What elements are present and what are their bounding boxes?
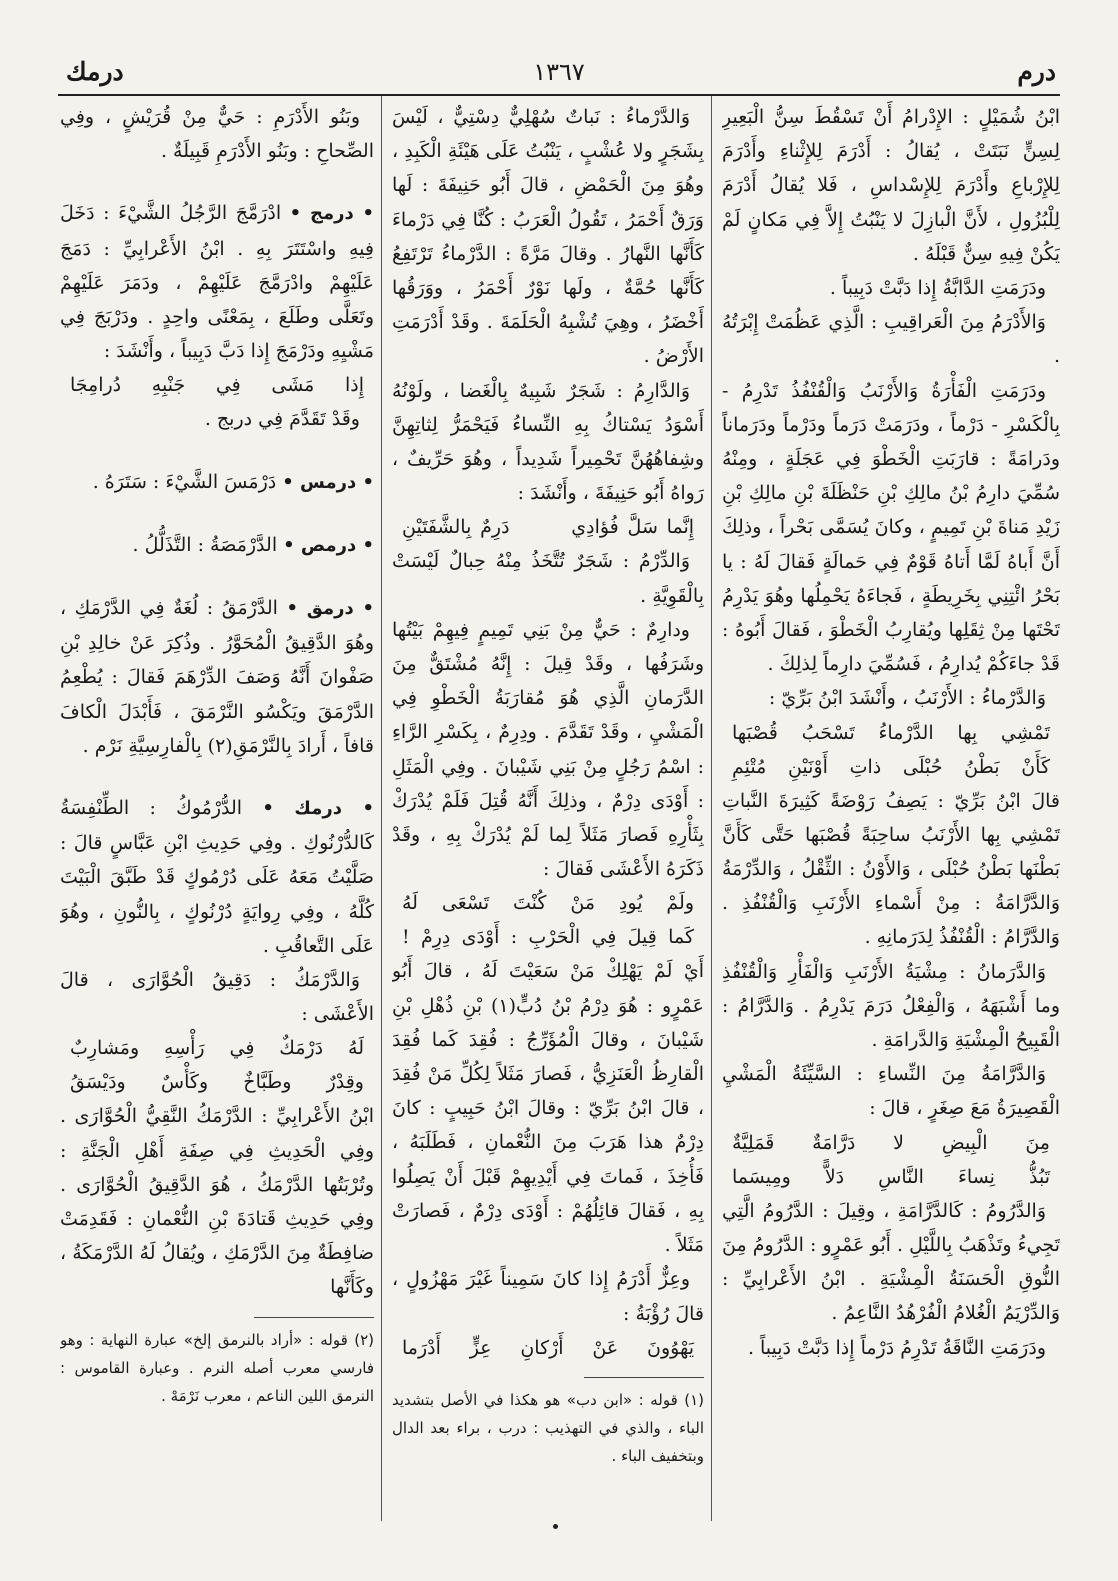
- column-right: [722, 100, 1060, 1518]
- entry: [60, 528, 374, 563]
- column-divider-left: [381, 96, 382, 1521]
- paragraph: وَالدِّرْمُ : شَجَرٌ تُتَّخَذُ مِنْهُ حِبالٌ لَيْسَتْ بِالْقَوِيَّةِ .: [392, 550, 704, 607]
- entry-text: ادْرَمَّجَ الرَّجُلُ الشَّيْءَ : دَخَلَ فِيهِ واسْتَتَرَ بِهِ . ابْنُ الأَعْرابِيِّ : دَمَجَ عَلَيْهِمْ وادْرَمَّجَ عَلَيْهِمْ ، ودَمَرَ عَلَيْهِمْ وتَعَلَّى وطَلَعَ ، بِمَعْنًى واحِدٍ . ودَرْبَجَ فِي مَشْيِهِ ودَرْمَجَ إِذا دَبَّ دَبِيباً ، وأَنْشَدَ :: [60, 202, 374, 363]
- column-left: [60, 100, 374, 1518]
- entry-text: الدَّرْمَقُ : لُغَةٌ فِي الدَّرْمَكِ ، وهُوَ الدَّقِيقُ الْمُحَوَّرُ . وذُكِرَ عَنْ خالِدِ بْنِ صَفْوانَ أَنَّهُ وَصَفَ الدِّرْهَمَ فَقالَ : يُطْعِمُ الدَّرْمَقَ ويَكْسُو النَّرْمَقَ ، فَأَبْدَلَ الْكافَ قافاً ، أَرادَ بِالنَّرْمَقِ(٢) بِالْفارِسِيَّةِ نَرْم .: [60, 597, 374, 757]
- verse-line: ولَمْ يُودِ مَنْ كُنْتَ تَسْعَى لَهُ: [402, 892, 694, 915]
- entry-headword: • درمص •: [283, 534, 374, 556]
- verse-hemistich: دَرِمٌ بِالشَّفَتَيْنِ: [402, 516, 510, 539]
- paragraph: وَالدَّارِمُ : شَجَرٌ شَبِيهٌ بِالْغَضا ، ولَوْنُهُ أَسْوَدُ يَسْتاكُ بِهِ النِّساءُ فَيَحْمَرُّ لِثاتِهِنَّ وشِفاهُهُنَّ تَحْمِيراً شَدِيداً ، وهُوَ حَرِّيفٌ ، رَواهُ أَبُو حَنِيفَةَ ، وأَنْشَدَ :: [392, 379, 704, 505]
- entry-text: الدُّرْمُوكُ : الطِّنْفِسَةُ كَالدُّرْنُوكِ . وفِي حَدِيثِ ابْنِ عَبَّاسٍ قالَ : صَلَّيْتُ مَعَهُ عَلَى دُرْمُوكٍ قَدْ طَبَّقَ الْبَيْتَ كُلَّهُ ، وفِي رِوايَةٍ دُرْنُوكٍ ، بِالنُّونِ ، وهُوَ عَلَى التَّعاقُبِ .: [60, 797, 374, 957]
- footnote: (٢) قوله : «أراد بالنرمق إلخ» عبارة النهاية : وهو فارسي معرب أصله النرم . وعبارة القاموس : النرمق اللين الناعم ، معرب نَرْمَهْ .: [60, 1330, 374, 1405]
- paragraph: ودَرَمَتِ الدَّابَّةُ إِذا دَبَّتْ دَبِيباً .: [829, 277, 1046, 300]
- verse-hemistich: إِنَّما سَلَّ فُؤادِي: [571, 516, 695, 539]
- column-middle: [392, 100, 704, 1518]
- paragraph: ابْنُ شُمَيْلٍ : الإِدْرامُ أَنْ تَسْقُطَ سِنُّ الْبَعِيرِ لِسِنٍّ نَبَتَتْ ، يُقالُ : أَدْرَمَ لِلإِثْناءِ وأَدْرَمَ لِلإِرْباعِ وأَدْرَمَ لِلإِسْداسِ ، فَلا يُقالُ أَدْرَمَ لِلْبُزُولِ ، لأَنَّ الْبازِلَ لا يَنْبُتُ إِلاَّ فِي مَكانٍ لَمْ يَكُنْ فِيهِ سِنٌّ قَبْلَهُ .: [722, 106, 1060, 265]
- page-header: [58, 52, 1060, 98]
- paragraph: وَالأَدْرَمُ مِنَ الْعَراقِيبِ : الَّذِي عَظُمَتْ إِبْرَتُهُ .: [722, 311, 1060, 368]
- entry-headword: • درمس •: [282, 471, 374, 493]
- entry-text: الدَّرْمَصَةُ : التَّذَلُّلُ .: [132, 533, 278, 556]
- entry-headword: • درمج •: [289, 203, 374, 225]
- footnote-rule: [584, 1377, 704, 1378]
- paragraph: وَالدَّرْماءُ : الأَرْنَبُ ، وأَنْشَدَ ابْنُ بَرِّيّ :: [768, 687, 1046, 710]
- paragraph: ودارِمٌ : حَيٌّ مِنْ بَنِي تَمِيمٍ فِيهِمْ بَيْتُها وشَرَفُها ، وقَدْ قِيلَ : إِنَّهُ مُشْتَقٌّ مِنَ الدَّرَمانِ الَّذِي هُوَ مُقارَبَةُ الْخَطْوِ فِي الْمَشْيِ ، وقَدْ تَقَدَّمَ . ودِرِمٌ ، بِكَسْرِ الرَّاءِ : اسْمُ رَجُلٍ مِنْ بَنِي شَيْبانَ . وفِي الْمَثَلِ : أَوْدَى دِرْمٌ ، وذلِكَ أَنَّهُ قُتِلَ فَلَمْ يُدْرَكْ بِثَأْرِهِ فَصارَ مَثَلاً لِما لَمْ يُدْرَكْ بِهِ ، وقَدْ ذَكَرَهُ الأَعْشَى فَقالَ :: [392, 618, 704, 881]
- footnote-rule: [254, 1317, 374, 1318]
- header-right-root: درم: [1017, 57, 1056, 86]
- verse-line: تَبُذُّ نِساءَ النَّاسِ دَلاًّ ومِيسَما: [732, 1165, 1050, 1188]
- verse-line: كَأَنْ بَطْنُ حُبْلَى ذاتِ أَوْنَيْنِ مُتْئِمِ: [732, 755, 1050, 778]
- paragraph: وَالدَّرَّامَةُ مِنَ النِّساءِ : السَّيِّئَةُ الْمَشْيِ الْقَصِيرَةُ مَعَ صِغَرٍ ، قالَ :: [722, 1063, 1060, 1120]
- paragraph: وقَدْ تَقَدَّمَ فِي دربج .: [204, 408, 360, 431]
- paragraph: وَالدَّرْماءُ : نَباتٌ سُهْلِيٌّ دِسْتِيٌّ ، لَيْسَ بِشَجَرٍ ولا عُشْبٍ ، يَنْبُتُ عَلَى هَيْئَةِ الْكَبِدِ ، وهُوَ مِنَ الْحَمْضِ ، قالَ أَبُو حَنِيفَةَ : لَها وَرَقٌ أَحْمَرُ ، تَقُولُ الْعَرَبُ : كُنَّا فِي دَرْماءَ كَأَنَّها النَّهارُ . وقالَ مَرَّةً : الدَّرْماءُ تَرْتَفِعُ كَأَنَّها حُمَّةٌ ، ولَها نَوْرٌ أَحْمَرُ ، ووَرَقُها أَخْضَرُ ، وهِيَ تُشْبِهُ الْحَلَمَةَ . وقَدْ أَدْرَمَتِ الأَرْضُ .: [392, 106, 704, 368]
- header-left-root: درمك: [66, 57, 124, 86]
- paragraph: وَالدَّرَمانُ : مِشْيَةُ الأَرْنَبِ وَالْفَأْرِ وَالْقُنْفُذِ وما أَشْبَهَهُ ، وَالْفِعْلُ دَرَمَ يَدْرِمُ . وَالدَّرَّامُ : الْقَبِيحُ الْمِشْيَةِ وَالدَّرامَةِ .: [722, 960, 1060, 1052]
- ink-dot: [553, 1524, 558, 1529]
- entry-text: دَرْمَسَ الشَّيْءَ : سَتَرَهُ .: [92, 470, 277, 493]
- entry: [60, 465, 374, 500]
- column-divider-right: [711, 96, 712, 1521]
- paragraph: أَيْ لَمْ يَهْلِكْ مَنْ سَعَيْتَ لَهُ ، قالَ أَبُو عَمْرٍو : هُوَ دِرْمُ بْنُ دُبٍّ(١) بْنِ ذُهْلِ بْنِ شَيْبانَ ، وقالَ الْمُؤَرِّجُ : فُقِدَ كَما فُقِدَ الْقارِظُ الْعَنَزِيُّ ، فَصارَ مَثَلاً لِكُلِّ مَنْ فُقِدَ ، قالَ ابْنُ بَرِّيّ : وقالَ ابْنُ حَبِيبٍ : كانَ دِرْمٌ هذا هَرَبَ مِنَ النُّعْمانِ ، فَطَلَبَهُ ، فَأُخِذَ ، فَماتَ فِي أَيْدِيهِمْ قَبْلَ أَنْ يَصِلُوا بِهِ ، فَقالَ قائِلُهُمْ : أَوْدَى دِرْمٌ ، فَصارَتْ مَثَلاً .: [392, 960, 704, 1257]
- verse-line: تَمْشِي بِها الدَّرْماءُ تَسْحَبُ قُصْبَها: [732, 721, 1050, 744]
- verse-line: يَهْوُونَ عَنْ أَرْكانِ عِزٍّ أَدْرَما: [402, 1336, 694, 1359]
- verse-line: كَما قِيلَ فِي الْحَرْبِ : أَوْدَى دِرِمْ !: [402, 926, 694, 949]
- footnote: (١) قوله : «ابن دب» هو هكذا في الأصل بتشديد الباء ، والذي في التهذيب : درب ، براء بعد الدال وبتخفيف الباء .: [392, 1390, 704, 1465]
- paragraph: ابْنُ الأَعْرابِيِّ : الدَّرْمَكُ النَّقِيُّ الْحُوَّارَى . وفِي الْحَدِيثِ فِي صِفَةِ أَهْلِ الْجَنَّةِ : وتُرْبَتُها الدَّرْمَكُ ، هُوَ الدَّقِيقُ الْحُوَّارَى . وفِي حَدِيثِ قَتادَةَ بْنِ النُّعْمانِ : فَقَدِمَتْ ضافِطَةٌ مِنَ الدَّرْمَكِ ، ويُقالُ لَهُ الدَّرْمَكَةُ ، وكَأَنَّها: [60, 1105, 374, 1299]
- entry: [60, 591, 374, 763]
- paragraph: وَالدَّرْمَكُ : دَقِيقُ الْحُوَّارَى ، قالَ الأَعْشَى :: [60, 969, 374, 1026]
- verse-line: لَهُ دَرْمَكٌ فِي رَأْسِهِ ومَشارِبٌ: [70, 1037, 364, 1060]
- verse-line: مِنَ الْبِيضِ لا دَرَّامَةٌ قَمَلِيَّةٌ: [732, 1131, 1050, 1154]
- entry: [60, 791, 374, 963]
- header-rule: [58, 94, 1060, 96]
- paragraph: وبَنُو الأَدْرَمِ : حَيٌّ مِنْ قُرَيْشٍ ، وفِي الصِّحاحِ : وبَنُو الأَدْرَمِ قَبِيلَةٌ .: [60, 106, 374, 163]
- verse-line: وقِدْرٌ وطَبَّاخٌ وكَأْسٌ ودَيْسَقُ: [70, 1071, 364, 1094]
- entry-headword: • درمك •: [262, 798, 374, 820]
- paragraph: قالَ ابْنُ بَرِّيّ : يَصِفُ رَوْضَةً كَثِيرَةَ النَّباتِ تَمْشِي بِها الأَرْنَبُ ساحِبَةً قُصْبَها حَتَّى كَأَنَّ بَطْنَها بَطْنُ حُبْلَى ، وَالأَوْنُ : الثِّقْلُ ، وَالدِّرْمَةُ وَالدَّرَّامَةُ : مِنْ أَسْماءِ الأَرْنَبِ وَالْقُنْفُذِ . وَالدَّرَّامُ : الْقُنْفُذُ لِدَرَمانِهِ .: [722, 789, 1060, 949]
- verse-line: [402, 510, 694, 544]
- paragraph: ودَرَمَتِ الْفَأْرَةُ وَالأَرْنَبُ وَالْقُنْفُذُ تَدْرِمُ - بِالْكَسْرِ - دَرْماً ، ودَرَمَتْ دَرَماً ودَرْماً ودَرَماناً ودَرامَةً : قارَبَتِ الْخَطْوَ فِي عَجَلَةٍ ، ومِنْهُ سُمِّيَ دارِمُ بْنُ مالِكِ بْنِ حَنْظَلَةَ بْنِ مالِكِ بْنِ زَيْدِ مَناةَ بْنِ تَمِيمٍ ، وكانَ يُسَمَّى بَحْراً ، وذلِكَ أَنَّ أَباهُ لَمَّا أَتاهُ قَوْمٌ فِي حَمالَةٍ فَقالَ لَهُ : يا بَحْرُ ائْتِنِي بِخَرِيطَةٍ ، فَجاءَهُ يَحْمِلُها وهُوَ يَدْرِمُ تَحْتَها مِنْ ثِقَلِها ويُقارِبُ الْخَطْوَ ، فَقالَ أَبُوهُ : قَدْ جاءَكُمْ يُدارِمُ ، فَسُمِّيَ دارِماً لِذلِكَ .: [722, 379, 1060, 676]
- page-number: ١٣٦٧: [533, 58, 585, 86]
- entry: [60, 196, 374, 368]
- entry-headword: • درمق •: [286, 598, 374, 620]
- verse-line: إِذا مَشَى فِي جَنْبِهِ دُرامِجَا: [70, 374, 364, 397]
- paragraph: وَالدَّرُومُ : كَالدَّرَّامَةِ ، وقِيلَ : الدَّرُومُ الَّتِي تَجِيءُ وتَذْهَبُ بِاللَّيْلِ . أَبُو عَمْرٍو : الدَّرُومُ مِنَ النُّوقِ الْحَسَنَةُ الْمِشْيَةِ . ابْنُ الأَعْرابِيِّ : وَالدِّرْيَمُ الْغُلامُ الْفُرْهُدُ النَّاعِمُ .: [722, 1199, 1060, 1325]
- paragraph: ودَرَمَتِ النَّاقَةُ تَدْرِمُ دَرْماً إِذا دَبَّتْ دَبِيباً .: [747, 1336, 1046, 1359]
- paragraph: وعِزٌّ أَدْرَمُ إِذا كانَ سَمِيناً غَيْرَ مَهْزُولٍ ، قالَ رُؤْبَةُ :: [392, 1268, 704, 1325]
